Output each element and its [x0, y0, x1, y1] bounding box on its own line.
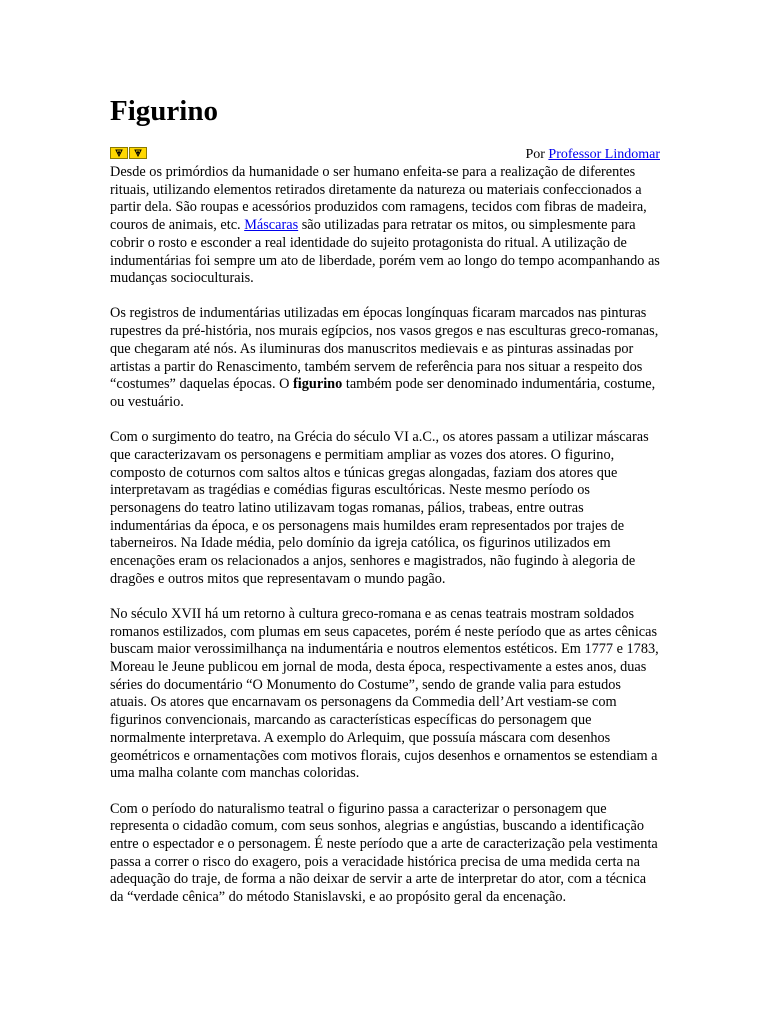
article-meta [110, 146, 660, 163]
paragraph-text: são utilizadas para retratar os mitos, ou simplesmente para cobrir o rosto e esconder a real identidade do sujeito protagonista do ritual. A utilização de indumentárias foi sempre um ato de liberdade, porém vem ao longo do tempo acompanhando as mudanças socioculturais. [110, 217, 660, 287]
paragraph: No século XVII há um retorno à cultura greco-romana e as cenas teatrais mostram soldados romanos estilizados, com plumas em seus capacetes, porém é neste período que as artes cênicas buscam maior verossimilhança na indumentária e noutros elementos estéticos. Em 1777 e 1783, Moreau le Jeune publicou em jornal de moda, desta época, respectivamente a estes anos, duas séries do documentário “O Monumento do Costume”, sendo de grande valia para estudos atuais. Os atores que encarnavam os personagens da Commedia dell’Art vestiam-se com figurinos convencionais, marcando as características específicas do personagem que normalmente interpretava. A exemplo do Arlequim, que possuía máscara com desenhos geométricos e ornamentações com motivos florais, cujos desenhos e ornamentos se estendiam a uma malha colante com manchas coloridas. [110, 605, 659, 782]
article-body [110, 164, 660, 907]
flag-icons [110, 147, 147, 159]
sun-flag-icon[interactable] [129, 147, 147, 159]
paragraph-text: também pode ser denominado indumentária, costume, ou vestuário. [110, 376, 656, 410]
page-title: Figurino [110, 95, 218, 127]
paragraph-text: Desde os primórdios da humanidade o ser humano enfeita-se para a realização de diferentes rituais, utilizando elementos retirados diretamente da natureza ou materiais confeccionados a partir dela. São roupas e acessórios produzidos com ramagens, tecidos com fibras de madeira, couros de animais, etc. [110, 164, 647, 234]
byline-prefix: Por [525, 147, 549, 162]
paragraph-text: Os registros de indumentárias utilizadas em épocas longínquas ficaram marcados nas pinturas rupestres da pré-história, nos murais egípcios, nos vasos gregos e nas esculturas greco-romanas, que chegaram até nós. As iluminuras dos manuscritos medievais e as pinturas assinadas por artistas a partir do Renascimento, também servem de referência para nos situar a respeito dos “costumes” daquelas épocas. O [110, 305, 659, 393]
mascaras-link[interactable]: Máscaras [244, 217, 299, 234]
paragraph [110, 305, 660, 411]
byline [525, 146, 660, 163]
bold-term: figurino [293, 376, 343, 393]
sun-flag-icon[interactable] [110, 147, 128, 159]
paragraph [110, 164, 660, 288]
paragraph: Com o período do naturalismo teatral o figurino passa a caracterizar o personagem que representa o cidadão comum, com seus sonhos, alegrias e angústias, buscando a identificação entre o espectador e o personagem. É neste período que a arte de caracterização pela vestimenta passa a correr o risco do exagero, pois a veracidade histórica precisa de uma medida certa na adequação do traje, de forma a não deixar de servir a arte de interpretar do ator, com a técnica da “verdade cênica” do método Stanislavski, e ao propósito geral da encenação. [110, 800, 658, 906]
paragraph: Com o surgimento do teatro, na Grécia do século VI a.C., os atores passam a utilizar máscaras que caracterizavam os personagens e permitiam ampliar as vozes dos atores. O figurino, composto de coturnos com saltos altos e túnicas gregas alongadas, faziam dos atores que interpretavam as tragédias e comédias figuras escultóricas. Neste mesmo período os personagens do teatro latino utilizavam togas romanas, pálios, trabeas, entre outras indumentárias da época, e os personagens mais humildes eram representados por trajes de taberneiros. Na Idade média, pelo domínio da igreja católica, os figurinos utilizados em encenações eram os relacionados a anjos, senhores e magistrados, não fugindo à alegoria de dragões e outros mitos que representavam o mundo pagão. [110, 429, 649, 587]
author-link[interactable]: Professor Lindomar [548, 147, 660, 162]
